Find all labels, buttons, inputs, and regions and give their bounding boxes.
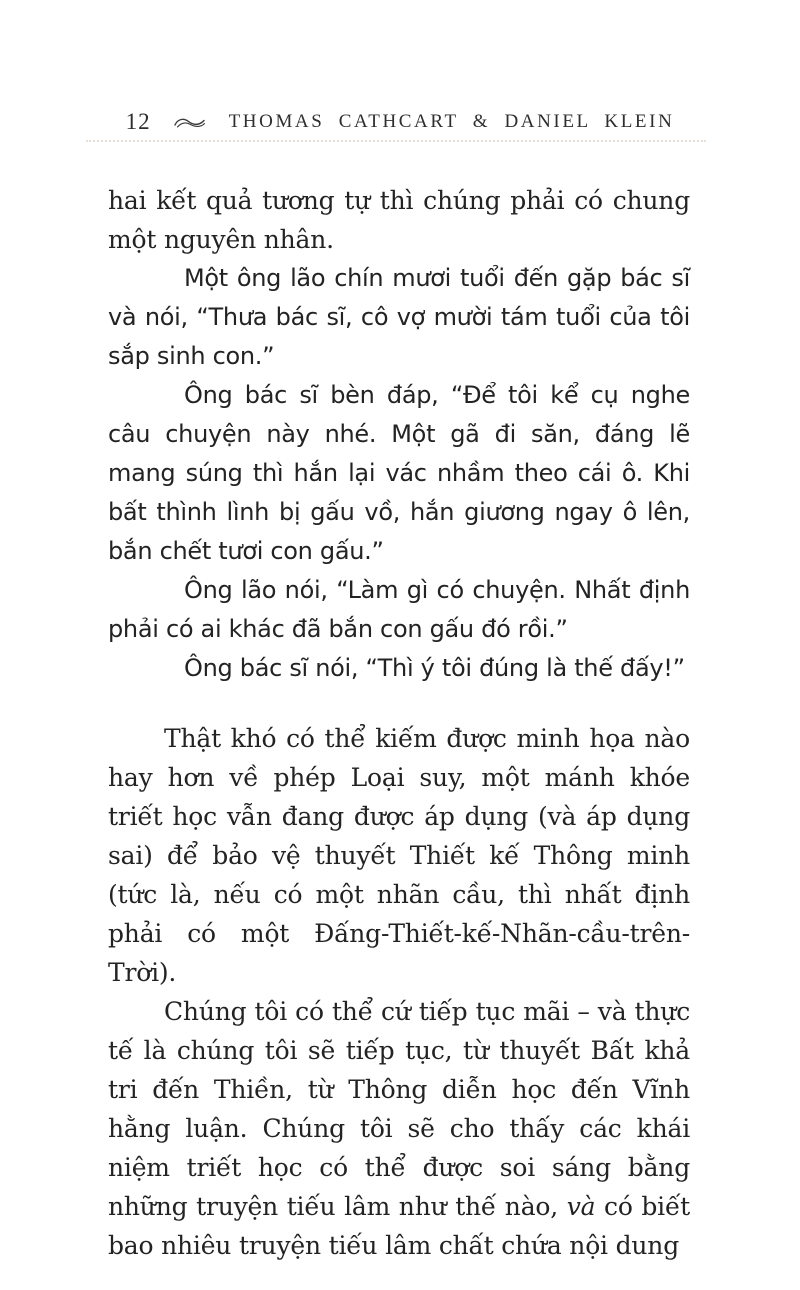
- running-header: [0, 109, 800, 135]
- closing-italic-word: và: [566, 1192, 596, 1221]
- swash-ribbon-icon: [173, 115, 207, 130]
- joke-paragraph-2: Ông bác sĩ bèn đáp, “Để tôi kể cụ nghe câu chuyện này nhé. Một gã đi săn, đáng lẽ mang súng thì hắn lại vác nhầm theo cái ô. Khi bất thình lình bị gấu vồ, hắn giương ngay ô lên, bắn chết tươi con gấu.”: [108, 381, 690, 565]
- joke-paragraph-1: Một ông lão chín mươi tuổi đến gặp bác sĩ và nói, “Thưa bác sĩ, cô vợ mười tám tuổi của tôi sắp sinh con.”: [108, 264, 690, 370]
- joke-paragraph-4: Ông bác sĩ nói, “Thì ý tôi đúng là thế đấy!”: [184, 654, 685, 682]
- running-title: THOMAS CATHCART & DANIEL KLEIN: [228, 111, 675, 132]
- paragraph-closing: [108, 992, 690, 1265]
- paragraph-analysis: Thật khó có thể kiếm được minh họa nào hay hơn về phép Loại suy, một mánh khóe triết học vẫn đang được áp dụng (và áp dụng sai) để bảo vệ thuyết Thiết kế Thông minh (tức là, nếu có một nhãn cầu, thì nhất định phải có một Đấng-Thiết-kế-Nhãn-cầu-trên-Trời).: [108, 724, 690, 987]
- header-rule: [86, 140, 706, 142]
- joke-paragraph-3: Ông lão nói, “Làm gì có chuyện. Nhất định phải có ai khác đã bắn con gấu đó rồi.”: [108, 576, 690, 643]
- page-number: 12: [125, 109, 151, 134]
- paragraph-intro: hai kết quả tương tự thì chúng phải có chung một nguyên nhân.: [108, 186, 690, 254]
- closing-text-after: có biết bao nhiêu truyện tiếu lâm chất chứa nội dung: [108, 1192, 690, 1260]
- commentary-block: [108, 719, 690, 1265]
- page-body: [108, 181, 690, 1265]
- closing-text-before: Chúng tôi có thể cứ tiếp tục mãi – và thực tế là chúng tôi sẽ tiếp tục, từ thuyết Bất khả tri đến Thiền, từ Thông diễn học đến Vĩnh hằng luận. Chúng tôi sẽ cho thấy các khái niệm triết học có thể được soi sáng bằng những truyện tiếu lâm như thế nào,: [108, 997, 690, 1221]
- joke-block: [108, 259, 690, 688]
